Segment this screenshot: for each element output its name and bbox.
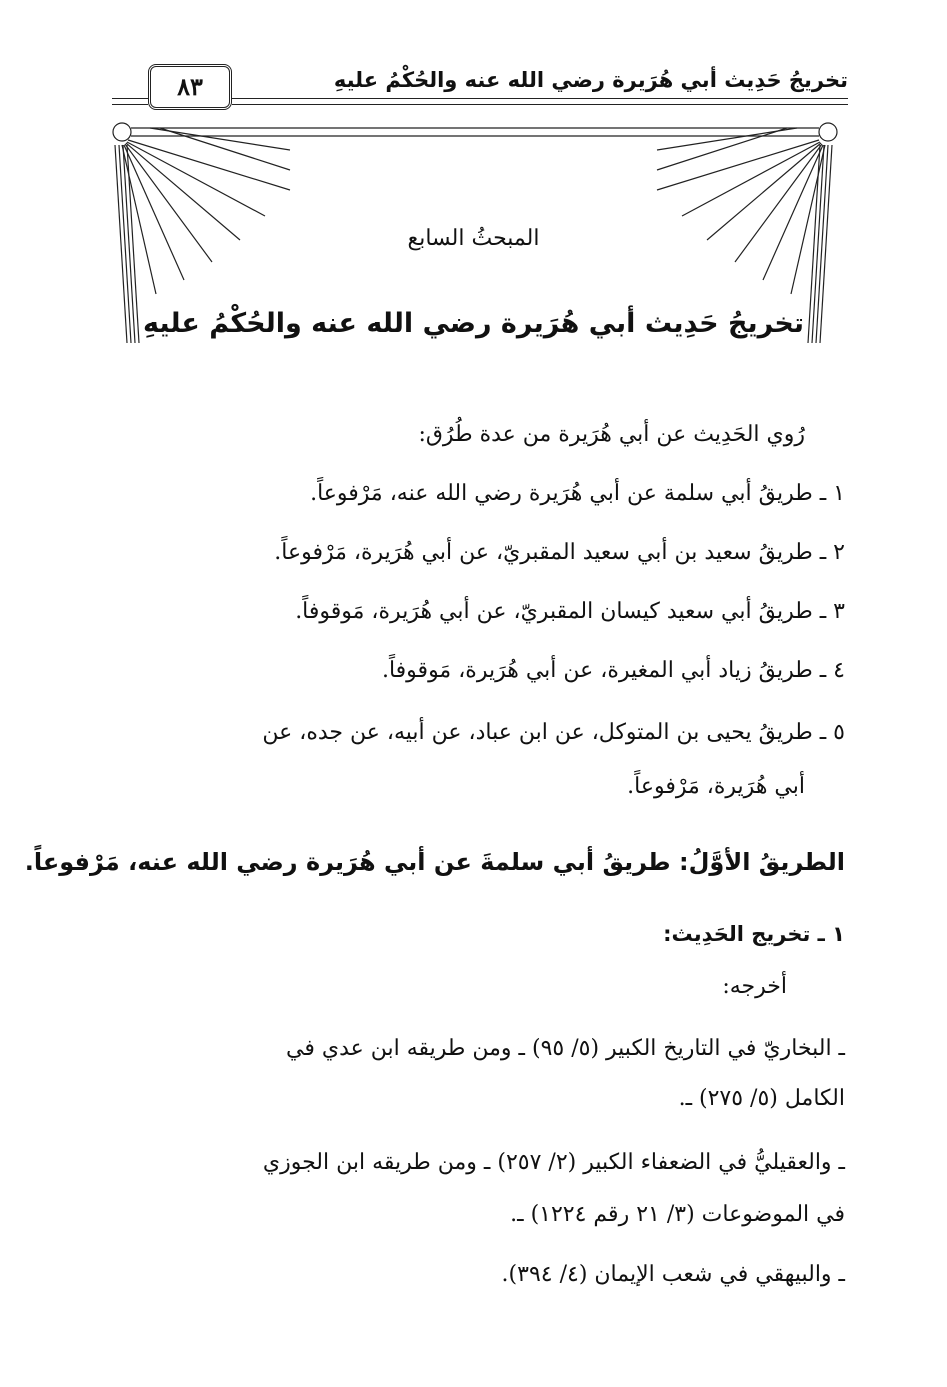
source-line-2-cont: في الموضوعات (٣/ ٢١ رقم ١٢٢٤) ـ. (510, 1202, 845, 1227)
source-line-3: ـ والبيهقي في شعب الإيمان (٤/ ٣٩٤). (501, 1262, 845, 1287)
ornamental-frame (0, 0, 947, 360)
source-line-2: ـ والعقيليُّ في الضعفاء الكبير (٢/ ٢٥٧) ـ ومن طريقه ابن الجوزي (262, 1150, 845, 1175)
source-line-1: ـ البخاريّ في التاريخ الكبير (٥/ ٩٥) ـ ومن طريقه ابن عدي في (286, 1036, 845, 1061)
first-route-heading: الطريقُ الأوَّلُ: طريقُ أبي سلمةَ عن أبي هُرَيرة رضي الله عنه، مَرْفوعاً. (24, 848, 845, 876)
akhrajahu-line: أخرجه: (722, 974, 787, 999)
route-line-5-cont: أبي هُرَيرة، مَرْفوعاً. (627, 774, 805, 799)
main-title: تخريجُ حَدِيث أبي هُرَيرة رضي الله عنه والحُكْمُ عليهِ (142, 308, 804, 339)
running-title: تخريجُ حَدِيث أبي هُرَيرة رضي الله عنه والحُكْمُ عليهِ (333, 68, 848, 92)
route-line-4: ٤ ـ طريقُ زياد أبي المغيرة، عن أبي هُرَيرة، مَوقوفاً. (381, 658, 845, 683)
takhrij-heading: ١ ـ تخريج الحَدِيث: (663, 922, 845, 946)
route-line-2: ٢ ـ طريقُ سعيد بن أبي سعيد المقبريّ، عن أبي هُرَيرة، مَرْفوعاً. (274, 540, 845, 565)
section-label: المبحثُ السابع (407, 226, 540, 251)
route-line-5: ٥ ـ طريقُ يحيى بن المتوكل، عن ابن عباد، عن أبيه، عن جده، عن (262, 720, 845, 745)
source-line-1-cont: الكامل (٥/ ٢٧٥) ـ. (678, 1086, 845, 1111)
route-line-3: ٣ ـ طريقُ أبي سعيد كيسان المقبريّ، عن أبي هُرَيرة، مَوقوفاً. (295, 599, 845, 624)
route-line-1: ١ ـ طريقُ أبي سلمة عن أبي هُرَيرة رضي الله عنه، مَرْفوعاً. (310, 481, 845, 506)
page-number: ٨٣ (148, 64, 232, 110)
intro-line: رُوي الحَدِيث عن أبي هُرَيرة من عدة طُرُق: (418, 422, 805, 447)
